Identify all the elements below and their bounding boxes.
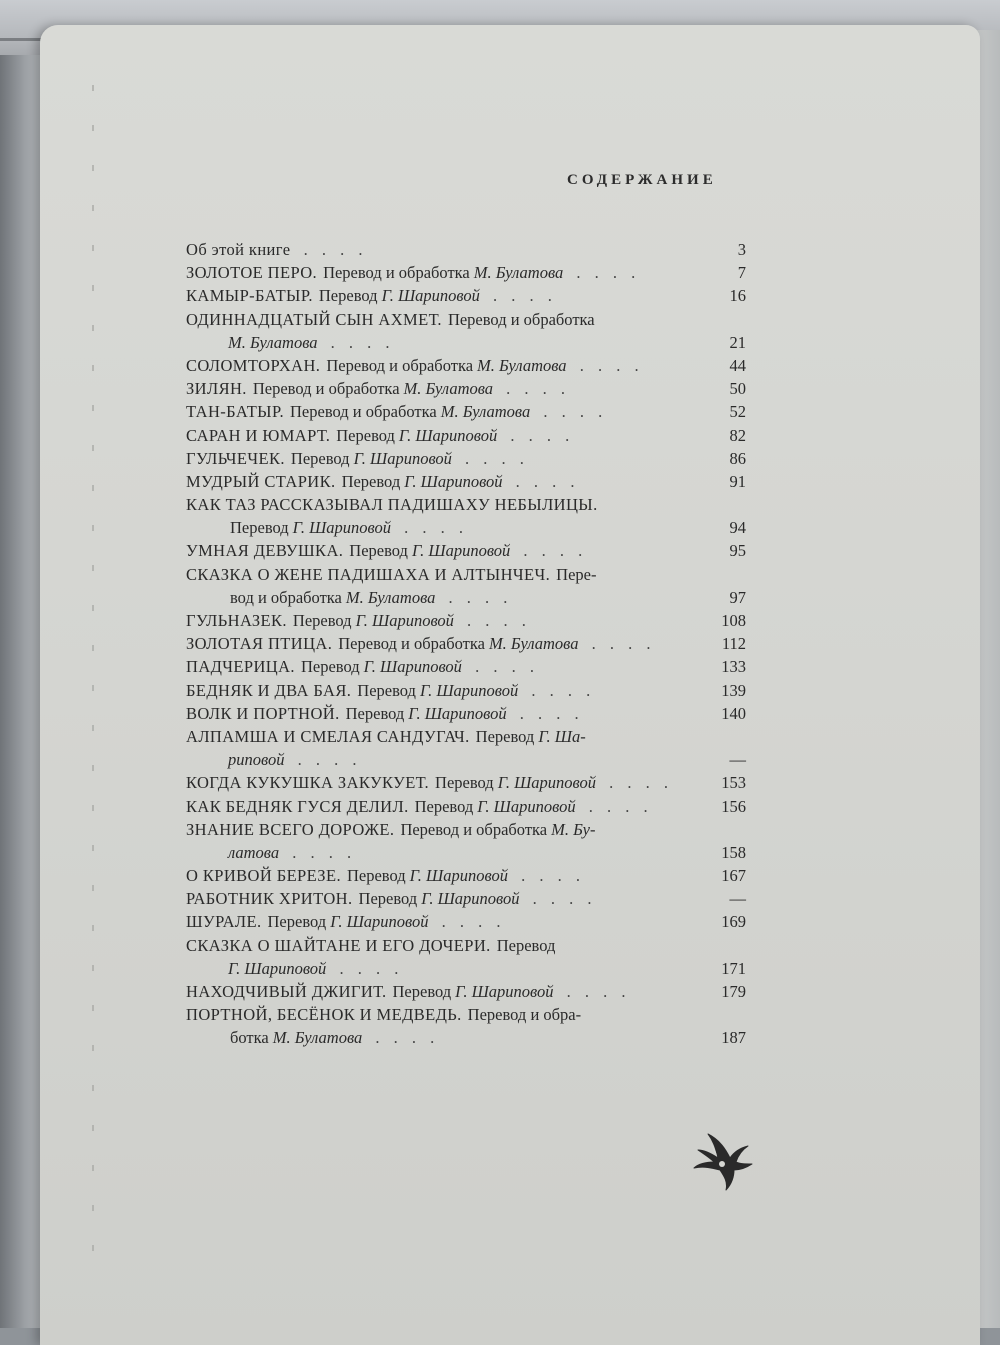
entry-translation-note: Пере- — [556, 564, 597, 584]
entry-title: СКАЗКА О ШАЙТАНЕ И ЕГО ДОЧЕРИ. — [186, 935, 491, 955]
entry-translation-note: Перевод — [357, 680, 416, 700]
entry-title: Об этой книге — [186, 240, 291, 259]
entry-translator: М. Булатова — [345, 587, 436, 607]
entry-translator: Г. Шариповой — [228, 958, 327, 978]
entry-translator: М. Булатова — [477, 355, 567, 375]
entry-translation-note: Перевод — [300, 657, 360, 677]
table-of-contents — [186, 238, 756, 1050]
entry-translation-note: Перевод и обработка — [290, 402, 437, 422]
toc-entry[interactable] — [186, 655, 756, 678]
entry-page-number: 140 — [721, 703, 746, 723]
entry-translation-note: Перевод — [341, 471, 401, 491]
entry-translator: Г. Шариповой — [497, 773, 597, 793]
toc-entry-continuation — [186, 1026, 756, 1049]
entry-title: БЕДНЯК И ДВА БАЯ. — [186, 680, 352, 700]
entry-translation-note: Перевод — [346, 866, 406, 886]
entry-title: ОДИННАДЦАТЫЙ СЫН АХМЕТ. — [186, 309, 442, 329]
entry-translation-note: Перевод — [349, 541, 408, 561]
entry-translation-note: Перевод — [475, 726, 535, 746]
entry-translator: Г. Шариповой — [355, 611, 454, 630]
entry-page-number: 21 — [729, 332, 746, 352]
toc-entry-continuation — [186, 331, 756, 354]
entry-page-number: 86 — [729, 448, 746, 468]
entry-title: ГУЛЬЧЕЧЕК. — [186, 448, 285, 468]
leader-dots: . . . . — [465, 657, 539, 677]
entry-page-number: 158 — [721, 842, 746, 862]
toc-entry[interactable] — [186, 493, 756, 516]
toc-entry-continuation — [186, 957, 756, 980]
toc-entry[interactable] — [186, 679, 756, 702]
leader-dots: . . . . — [567, 263, 641, 283]
bird-vignette-icon — [690, 1128, 760, 1198]
entry-title: ЗОЛОТАЯ ПТИЦА. — [186, 634, 333, 654]
leader-dots: . . . . — [483, 286, 557, 306]
entry-translation-note: Перевод — [358, 889, 418, 909]
entry-page-number: 91 — [729, 471, 746, 491]
leader-dots: . . . . — [501, 425, 575, 445]
entry-title: ГУЛЬНАЗЕК. — [186, 611, 287, 630]
entry-translator: М. Бу- — [551, 819, 596, 839]
entry-translator: Г. Шариповой — [353, 448, 452, 468]
entry-translator: Г. Шариповой — [455, 982, 554, 1001]
entry-translation-note: Перевод — [318, 286, 378, 306]
entry-translator: М. Булатова — [228, 332, 318, 352]
entry-translator: Г. Шариповой — [409, 866, 508, 886]
toc-entry[interactable] — [186, 400, 756, 423]
entry-translation-note: Перевод — [292, 611, 352, 630]
entry-translator: Г. Шариповой — [292, 518, 391, 538]
entry-title: КАК БЕДНЯК ГУСЯ ДЕЛИЛ. — [186, 796, 409, 816]
entry-title: СКАЗКА О ЖЕНЕ ПАДИШАХА И АЛТЫНЧЕЧ. — [186, 564, 551, 584]
leader-dots: . . . . — [288, 750, 362, 770]
leader-dots: . . . . — [321, 332, 395, 352]
toc-entry[interactable] — [186, 1003, 756, 1026]
entry-translator: риповой — [228, 750, 285, 770]
toc-entry[interactable] — [186, 795, 756, 818]
leader-dots: . . . . — [557, 982, 631, 1001]
entry-translation-note: Перевод — [267, 912, 327, 932]
toc-entry[interactable] — [186, 864, 756, 887]
entry-translation-note: Перевод и обработка — [326, 355, 474, 375]
leader-dots: . . . . — [366, 1028, 440, 1048]
entry-title: ПАДЧЕРИЦА. — [186, 657, 295, 677]
toc-entry-continuation — [186, 841, 756, 864]
leader-dots: . . . . — [582, 634, 656, 654]
toc-entry-continuation — [186, 586, 756, 609]
entry-translation-note: Перевод — [496, 935, 556, 955]
leader-dots: . . . . — [510, 703, 584, 723]
toc-entry[interactable] — [186, 563, 756, 586]
entry-page-number: 179 — [721, 982, 746, 1001]
binding-stitches — [92, 85, 94, 1285]
leader-dots: . . . . — [522, 680, 596, 700]
entry-translation-note: Перевод — [435, 773, 494, 793]
entry-page-number: 50 — [729, 379, 746, 399]
entry-title: УМНАЯ ДЕВУШКА. — [186, 541, 344, 561]
entry-title: СОЛОМТОРХАН. — [186, 355, 321, 375]
entry-translation-note: ботка — [230, 1028, 269, 1048]
entry-title: НАХОДЧИВЫЙ ДЖИГИТ. — [186, 982, 387, 1001]
entry-page-number: 156 — [721, 796, 746, 816]
toc-entry[interactable] — [186, 238, 756, 261]
toc-entry[interactable] — [186, 609, 756, 632]
toc-entry[interactable] — [186, 771, 756, 794]
entry-translation-note: Перевод и обра- — [467, 1005, 582, 1025]
toc-entry[interactable] — [186, 447, 756, 470]
entry-title: ЗНАНИЕ ВСЕГО ДОРОЖЕ. — [186, 819, 395, 839]
entry-page-number: 167 — [721, 866, 746, 886]
entry-page-number: — — [729, 889, 746, 909]
entry-translator: М. Булатова — [440, 402, 531, 422]
entry-page-number: 44 — [729, 355, 746, 375]
page-heading: СОДЕРЖАНИЕ — [567, 172, 717, 188]
entry-title: ЗИЛЯН. — [186, 379, 247, 399]
leader-dots: . . . . — [523, 889, 597, 909]
entry-translation-note: Перевод — [345, 703, 405, 723]
entry-translator: Г. Шариповой — [408, 703, 507, 723]
entry-page-number: 16 — [729, 286, 746, 306]
entry-page-number: 112 — [721, 634, 746, 654]
entry-title: ШУРАЛЕ. — [186, 912, 262, 932]
entry-page-number: 94 — [729, 518, 746, 538]
leader-dots: . . . . — [294, 240, 368, 259]
toc-entry[interactable] — [186, 887, 756, 910]
toc-entry[interactable] — [186, 539, 756, 562]
entry-translator: М. Булатова — [403, 379, 494, 399]
leader-dots: . . . . — [330, 958, 404, 978]
entry-page-number: 82 — [729, 425, 746, 445]
leader-dots: . . . . — [455, 448, 529, 468]
entry-page-number: 187 — [721, 1028, 746, 1048]
entry-translation-note: Перевод — [414, 796, 474, 816]
leader-dots: . . . . — [497, 379, 571, 399]
entry-page-number: 52 — [729, 402, 746, 422]
entry-title: ПОРТНОЙ, БЕСЁНОК И МЕДВЕДЬ. — [186, 1005, 462, 1025]
entry-page-number: 153 — [721, 773, 746, 793]
entry-title: МУДРЫЙ СТАРИК. — [186, 471, 336, 491]
leader-dots: . . . . — [457, 611, 531, 630]
toc-entry[interactable] — [186, 632, 756, 655]
entry-translator: Г. Шариповой — [381, 286, 480, 306]
entry-page-number: 95 — [729, 541, 746, 561]
entry-translator: Г. Шариповой — [398, 425, 498, 445]
leader-dots: . . . . — [511, 866, 585, 886]
entry-page-number: 7 — [737, 263, 746, 283]
entry-translator: М. Булатова — [473, 263, 564, 283]
leader-dots: . . . . — [600, 773, 674, 793]
entry-page-number: 133 — [721, 657, 746, 677]
toc-entry[interactable] — [186, 702, 756, 725]
leader-dots: . . . . — [506, 471, 580, 491]
entry-translation-note: Перевод — [230, 518, 289, 538]
toc-entry[interactable] — [186, 910, 756, 933]
leader-dots: . . . . — [432, 912, 506, 932]
entry-page-number: 3 — [737, 240, 746, 259]
toc-entry[interactable] — [186, 818, 756, 841]
entry-translator: Г. Шариповой — [363, 657, 462, 677]
toc-entry[interactable] — [186, 470, 756, 493]
entry-translator: Г. Шариповой — [404, 471, 503, 491]
entry-title: ВОЛК И ПОРТНОЙ. — [186, 703, 340, 723]
entry-translator: М. Булатова — [272, 1028, 363, 1048]
entry-page-number: — — [729, 750, 746, 770]
entry-translator: М. Булатова — [488, 634, 579, 654]
entry-title: КАМЫР-БАТЫР. — [186, 286, 313, 306]
toc-entry[interactable] — [186, 980, 756, 1003]
entry-title: О КРИВОЙ БЕРЕЗЕ. — [186, 866, 341, 886]
leader-dots: . . . . — [570, 355, 644, 375]
leader-dots: . . . . — [394, 518, 468, 538]
entry-translator: латова — [228, 842, 280, 862]
entry-translation-note: Перевод и обработка — [338, 634, 485, 654]
entry-translator: Г. Шариповой — [477, 796, 576, 816]
leader-dots: . . . . — [579, 796, 653, 816]
entry-title: КАК ТАЗ РАССКАЗЫВАЛ ПАДИШАХУ НЕБЫЛИЦЫ. — [186, 495, 598, 515]
entry-title: КОГДА КУКУШКА ЗАКУКУЕТ. — [186, 773, 430, 793]
entry-title: ЗОЛОТОЕ ПЕРО. — [186, 263, 318, 283]
toc-entry[interactable] — [186, 284, 756, 307]
toc-entry[interactable] — [186, 377, 756, 400]
entry-translation-note: Перевод и обработка — [323, 263, 470, 283]
entry-page-number: 169 — [721, 912, 746, 932]
entry-page-number: 171 — [721, 958, 746, 978]
entry-page-number: 97 — [729, 587, 746, 607]
entry-translator: Г. Шариповой — [419, 680, 519, 700]
toc-entry[interactable] — [186, 308, 756, 331]
entry-translation-note: Перевод и обработка — [400, 819, 548, 839]
entry-translation-note: Перевод и обработка — [447, 309, 595, 329]
entry-translation-note: Перевод — [336, 425, 395, 445]
toc-entry[interactable] — [186, 725, 756, 748]
leader-dots: . . . . — [534, 402, 608, 422]
entry-translation-note: Перевод — [392, 982, 452, 1001]
toc-entry-continuation — [186, 516, 756, 539]
entry-title: РАБОТНИК ХРИТОН. — [186, 889, 353, 909]
leader-dots: . . . . — [283, 842, 357, 862]
entry-page-number: 108 — [721, 611, 746, 630]
toc-entry[interactable] — [186, 424, 756, 447]
entry-page-number: 139 — [721, 680, 746, 700]
entry-translator: Г. Шариповой — [411, 541, 511, 561]
toc-entry[interactable] — [186, 354, 756, 377]
entry-translation-note: вод и обработка — [230, 587, 342, 607]
toc-entry[interactable] — [186, 934, 756, 957]
leader-dots: . . . . — [514, 541, 588, 561]
entry-translator: Г. Ша- — [538, 726, 586, 746]
entry-translation-note: Перевод и обработка — [252, 379, 400, 399]
entry-title: АЛПАМША И СМЕЛАЯ САНДУГАЧ. — [186, 726, 470, 746]
leader-dots: . . . . — [439, 587, 513, 607]
toc-entry[interactable] — [186, 261, 756, 284]
entry-translator: Г. Шариповой — [330, 912, 429, 932]
entry-title: САРАН И ЮМАРТ. — [186, 425, 331, 445]
entry-translator: Г. Шариповой — [421, 889, 520, 909]
toc-entry-continuation — [186, 748, 756, 771]
entry-translation-note: Перевод — [290, 448, 350, 468]
entry-title: ТАН-БАТЫР. — [186, 402, 285, 422]
